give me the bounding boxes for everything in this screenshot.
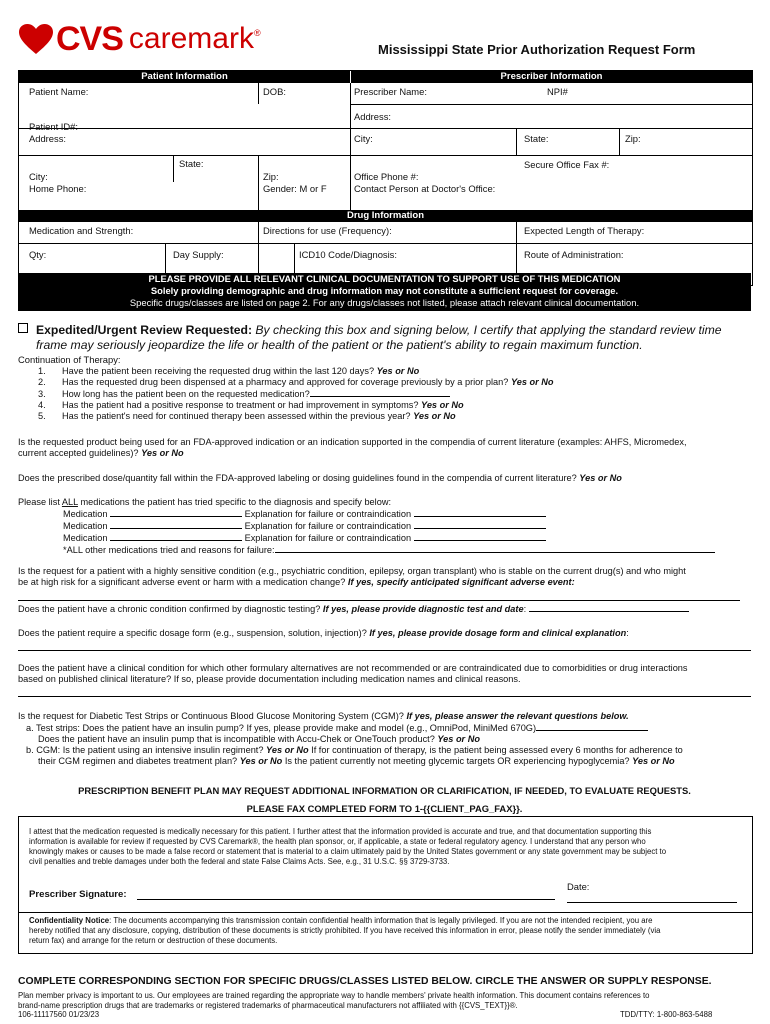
gender-field[interactable]: Gender: M or F	[263, 183, 327, 194]
test-strip-q2: Does the patient have an insulin pump that is incompatible with Accu-Chek or OneTouch product?	[38, 734, 435, 744]
chronic-condition-question: Does the patient have a chronic condition confirmed by diagnostic testing? If yes, please provide diagnostic test and date:	[18, 603, 753, 615]
dosage-q-answer-prompt: If yes, please provide dosage form and clinical explanation	[369, 628, 627, 638]
medication-input-3[interactable]	[110, 532, 242, 541]
logo-caremark: caremark	[128, 22, 254, 55]
npi-field[interactable]: NPI#	[547, 86, 568, 97]
divider	[350, 155, 752, 156]
day-supply-field[interactable]: Day Supply:	[173, 249, 224, 260]
meds-intro: Please list	[18, 497, 62, 507]
divider	[19, 912, 752, 913]
yes-no-answer[interactable]: Yes or No	[413, 410, 456, 421]
attestation-box	[18, 816, 753, 954]
conf-line-2: hereby notified that any disclosure, copying, distribution of these documents is strictly prohibited. If you have received this information in error, please notify the sender immediately (via	[29, 926, 661, 935]
fda-q-line-1: Is the requested product being used for an FDA-approved indication or an indication supported in the compendia of current literature (examples: AHFS, Micromedex,	[18, 437, 687, 447]
divider	[350, 104, 752, 105]
yes-no-answer[interactable]: Yes or No	[437, 734, 480, 744]
diabetic-section	[18, 711, 753, 767]
notice-line-2: Solely providing demographic and drug information may not constitute a sufficient request for coverage.	[150, 285, 619, 296]
yes-no-answer[interactable]: Yes or No	[510, 376, 554, 387]
dose-q-text: Does the prescribed dose/quantity fall within the FDA-approved labeling or dosing guidelines found in the compendia of current literature?	[18, 473, 577, 483]
confidentiality-notice	[29, 916, 660, 946]
contact-person-field[interactable]: Contact Person at Doctor's Office:	[354, 183, 496, 194]
confidentiality-label: Confidentiality Notice	[29, 916, 110, 925]
notice-line-1: PLEASE PROVIDE ALL RELEVANT CLINICAL DOCUMENTATION TO SUPPORT USE OF THIS MEDICATION	[148, 273, 621, 284]
secure-fax-field[interactable]: Secure Office Fax #:	[524, 159, 610, 170]
attestation-text	[29, 827, 666, 867]
item-number: 4.	[38, 399, 46, 410]
test-strip-q1: a. Test strips: Does the patient have an insulin pump? If yes, please provide make and model (e.g., OmniPod, MiniMed 670G)	[26, 723, 537, 733]
plan-notes	[18, 782, 751, 818]
plan-note-1: PRESCRIPTION BENEFIT PLAN MAY REQUEST ADDITIONAL INFORMATION OR CLARIFICATION, IF NEEDED, TO EVALUATE REQUESTS.	[78, 785, 691, 796]
dob-field[interactable]: DOB:	[263, 86, 286, 97]
sensitive-q-line-2: be at high risk for a significant adverse event or harm with a medication change?	[18, 577, 346, 587]
yes-no-answer[interactable]: Yes or No	[376, 365, 420, 376]
dosage-form-question: Does the patient require a specific dosage form (e.g., suspension, solution, injection)? If yes, please provide dosage form and clinical explanation:	[18, 628, 629, 638]
clinical-condition-question	[18, 663, 753, 685]
sensitive-condition-question	[18, 566, 753, 588]
continuation-q1: Have the patient been receiving the requested drug within the last 120 days?	[62, 365, 375, 376]
explanation-label: Explanation for failure or contraindication	[244, 509, 412, 519]
expedited-label: Expedited/Urgent Review Requested:	[36, 323, 253, 337]
dose-question	[18, 473, 753, 484]
expedited-text-2: frame may seriously jeopardize the life or health of the patient or the patient's ability to regain maximum function.	[36, 338, 643, 352]
notice-line-3: Specific drugs/classes are listed on page 2. For any drugs/classes not listed, please attach relevant clinical documentation.	[129, 297, 640, 308]
attest-line-4: civil penalties and treble damages under both the federal and state False Claims Acts. See, e.g., 31 U.S.C. §§ 3729-3733.	[29, 857, 450, 866]
prescriber-name-field[interactable]: Prescriber Name:	[354, 86, 427, 97]
tty-number: TDD/TTY: 1-800-863-5488	[620, 1010, 713, 1019]
meds-intro-all: ALL	[61, 497, 78, 507]
patient-address-field[interactable]: Address:	[29, 133, 66, 144]
directions-field[interactable]: Directions for use (Frequency):	[263, 225, 392, 236]
cgm-q3: Is the patient currently not meeting glycemic targets OR experiencing hypoglycemia?	[282, 756, 630, 766]
medication-label: Medication	[63, 521, 108, 531]
patient-info-header: Patient Information	[19, 71, 350, 83]
divider	[516, 128, 517, 155]
attest-line-3: knowingly makes or causes to be made a false record or statement that is material to a claim ultimately paid by the United States government or any state government may be subject to	[29, 847, 667, 856]
logo-cvs: CVS	[56, 20, 123, 58]
diabetic-q-text: Is the request for Diabetic Test Strips or Continuous Blood Glucose Monitoring System (CGM)?	[18, 711, 404, 721]
continuation-q2: Has the requested drug been dispensed at a pharmacy and approved for coverage previously by a prior plan?	[62, 376, 509, 387]
date-input[interactable]	[567, 902, 737, 903]
conf-line-1: : The documents accompanying this transmission contain confidential health information that is legally privileged. If you are not the intended recipient, you are	[109, 916, 653, 925]
prescriber-zip-field[interactable]: Zip:	[625, 133, 641, 144]
date-label: Date:	[567, 881, 590, 892]
continuation-q5: Has the patient's need for continued therapy been assessed within the previous year?	[62, 410, 411, 421]
attest-line-2: information is available for review if requested by CVS Caremark®, the health plan sponsor, or, if applicable, a state or federal regulatory agency. I understand that any person who	[29, 837, 646, 846]
expedited-text-1: By checking this box and signing below, I certify that applying the standard review time	[252, 323, 722, 337]
form-title: Mississippi State Prior Authorization Request Form	[378, 42, 696, 57]
explanation-input-1[interactable]	[414, 508, 546, 517]
yes-no-answer[interactable]: Yes or No	[632, 756, 675, 766]
meds-intro-rest: medications the patient has tried specific to the diagnosis and specify below:	[77, 497, 392, 507]
all-other-meds-label: *ALL other medications tried and reasons for failure:	[63, 545, 275, 555]
info-grid	[18, 70, 753, 286]
complete-section-instruction: COMPLETE CORRESPONDING SECTION FOR SPECIFIC DRUGS/CLASSES LISTED BELOW. CIRCLE THE ANSWER OR SUPPLY RESPONSE.	[18, 976, 712, 987]
medication-strength-field[interactable]: Medication and Strength:	[29, 225, 134, 236]
chronic-q-text: Does the patient have a chronic condition confirmed by diagnostic testing?	[18, 604, 321, 614]
continuation-section	[18, 354, 753, 422]
medication-input-2[interactable]	[110, 520, 242, 529]
yes-no-answer[interactable]: Yes or No	[579, 473, 622, 483]
signature-label: Prescriber Signature:	[29, 889, 127, 900]
yes-no-answer[interactable]: Yes or No	[421, 399, 464, 410]
continuation-q4: Has the patient had a positive response to treatment or had improvement in symptoms?	[62, 399, 419, 410]
divider	[350, 83, 351, 210]
logo-registered: ®	[253, 28, 261, 38]
privacy-line-2: brand-name prescription drugs that are trademarks or registered trademarks of pharmaceutical manufacturers not affiliated with {{CVS_TEXT}}®.	[18, 1001, 518, 1010]
clinical-condition-input[interactable]	[18, 696, 751, 697]
all-other-meds-input[interactable]	[275, 544, 715, 553]
home-phone-field[interactable]: Home Phone:	[29, 183, 87, 194]
drug-info-header: Drug Information	[19, 210, 752, 222]
icd10-field[interactable]: ICD10 Code/Diagnosis:	[299, 249, 397, 260]
divider	[19, 128, 752, 129]
sensitive-q-answer-prompt: If yes, specify anticipated significant adverse event:	[347, 577, 575, 587]
clinical-q-line-1: Does the patient have a clinical condition for which other formulary alternatives are not recommended or are contraindicated due to comorbidities or drug interactions	[18, 663, 688, 673]
form-code: 106-11117560 01/23/23	[18, 1010, 100, 1019]
duration-input-line[interactable]	[310, 388, 450, 397]
cvs-caremark-logo	[18, 22, 261, 56]
prescriber-address-field[interactable]: Address:	[354, 111, 391, 122]
divider	[19, 243, 752, 244]
prescriber-info-header: Prescriber Information	[351, 71, 752, 83]
attest-line-1: I attest that the medication requested is medically necessary for this patient. I further attest that the information provided is accurate and true, and that documentation supporting this	[29, 827, 652, 836]
qty-field[interactable]: Qty:	[29, 249, 47, 260]
patient-name-field[interactable]: Patient Name:	[29, 86, 89, 97]
chronic-q-answer-prompt: If yes, please provide diagnostic test and date	[322, 604, 524, 614]
medication-input-1[interactable]	[110, 508, 242, 517]
adverse-event-input[interactable]	[18, 600, 740, 601]
item-number: 5.	[38, 410, 46, 421]
medication-label: Medication	[63, 533, 108, 543]
documentation-notice	[18, 273, 751, 311]
heart-icon	[18, 23, 54, 55]
explanation-label: Explanation for failure or contraindication	[244, 521, 412, 531]
fda-q-line-2: current accepted guidelines)?	[18, 448, 139, 458]
dosage-form-input[interactable]	[18, 650, 751, 651]
privacy-line-1: Plan member privacy is important to us. Our employees are trained regarding the appropriate way to handle members' private health information. This document contains references to	[18, 991, 650, 1000]
divider	[619, 128, 620, 155]
item-number: 1.	[38, 365, 46, 376]
dosage-q-text: Does the patient require a specific dosage form (e.g., suspension, solution, injection)?	[18, 628, 367, 638]
fax-instruction: PLEASE FAX COMPLETED FORM TO 1-{{CLIENT_PAG_FAX}}.	[246, 803, 523, 814]
prescriber-city-field[interactable]: City:	[354, 133, 373, 144]
clinical-q-line-2: based on published clinical literature? If so, please provide documentation including medication names and clinical reasons.	[18, 674, 521, 684]
privacy-notice	[18, 991, 649, 1011]
pump-model-input[interactable]	[536, 722, 648, 731]
diabetic-q-answer-prompt: If yes, please answer the relevant questions below.	[406, 711, 629, 721]
divider	[258, 83, 259, 104]
divider	[173, 155, 174, 182]
patient-id-field[interactable]: Patient ID#:	[29, 121, 78, 132]
yes-no-answer[interactable]: Yes or No	[239, 756, 283, 766]
patient-city-field[interactable]: City:	[29, 171, 48, 182]
expedited-section	[18, 323, 753, 353]
route-field[interactable]: Route of Administration:	[524, 249, 624, 260]
yes-no-answer[interactable]: Yes or No	[141, 448, 184, 458]
cgm-q2: their CGM regimen and diabetes treatment plan?	[38, 756, 238, 766]
explanation-label: Explanation for failure or contraindication	[244, 533, 412, 543]
diagnostic-test-input[interactable]	[529, 603, 689, 612]
medications-tried-section	[18, 497, 753, 556]
item-number: 3.	[38, 388, 46, 399]
signature-input[interactable]	[137, 899, 555, 900]
explanation-input-3[interactable]	[414, 532, 546, 541]
conf-line-3: return fax) and arrange for the return or destruction of these documents.	[29, 936, 278, 945]
office-phone-field[interactable]: Office Phone #:	[354, 171, 419, 182]
patient-state-field[interactable]: State:	[179, 158, 204, 169]
cgm-q1-continuation: If for continuation of therapy, is the patient being assessed every 6 months for adherence to	[308, 745, 683, 755]
explanation-input-2[interactable]	[414, 520, 546, 529]
yes-no-answer[interactable]: Yes or No	[266, 745, 309, 755]
continuation-q3: How long has the patient been on the requested medication?	[62, 388, 310, 399]
expedited-checkbox[interactable]	[18, 323, 28, 333]
cgm-q1: b. CGM: Is the patient using an intensive insulin regiment?	[26, 745, 264, 755]
fda-indication-question	[18, 437, 753, 459]
sensitive-q-line-1: Is the request for a patient with a highly sensitive condition (e.g., psychiatric condition, epilepsy, organ transplant) who is stable on the current drug(s) and who might	[18, 566, 686, 576]
divider	[258, 155, 259, 210]
divider	[19, 155, 350, 156]
patient-zip-field[interactable]: Zip:	[263, 171, 279, 182]
therapy-length-field[interactable]: Expected Length of Therapy:	[524, 225, 645, 236]
item-number: 2.	[38, 376, 46, 387]
continuation-title: Continuation of Therapy:	[18, 354, 121, 365]
prescriber-state-field[interactable]: State:	[524, 133, 549, 144]
medication-label: Medication	[63, 509, 108, 519]
